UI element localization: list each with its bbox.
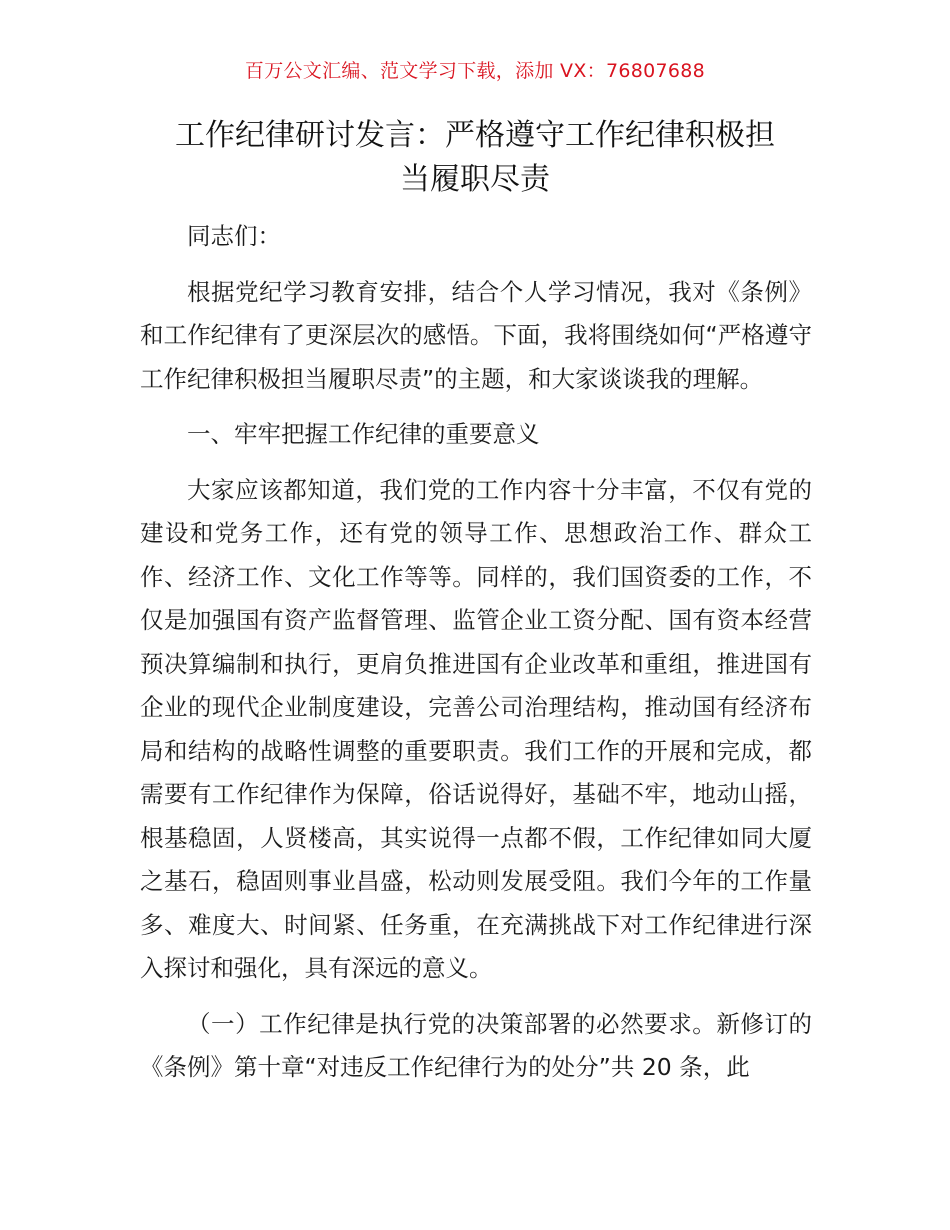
document-body bbox=[140, 215, 812, 1102]
salutation: 同志们： bbox=[187, 222, 281, 250]
section-heading: 一、牢牢把握工作纪律的重要意义 bbox=[187, 420, 540, 448]
section-paragraph: 大家应该都知道，我们党的工作内容十分丰富，不仅有党的建设和党务工作，还有党的领导工作、思想政治工作、群众工作、经济工作、文化工作等等。同样的，我们国资委的工作，不仅是加强国有资产监督管理、监管企业工资分配、国有资本经营预决算编制和执行，更肩负推进国有企业改革和重组，推进国有企业的现代企业制度建设，完善公司治理结构，推动国有经济布局和结构的战略性调整的重要职责。我们工作的开展和完成，都需要有工作纪律作为保障，俗话说得好，基础不牢，地动山摇，根基稳固，人贤楼高，其实说得一点都不假，工作纪律如同大厦之基石，稳固则事业昌盛，松动则发展受阻。我们今年的工作量多、难度大、时间紧、任务重，在充满挑战下对工作纪律进行深入探讨和强化，具有深远的意义。 bbox=[140, 475, 812, 982]
document-title bbox=[100, 114, 850, 202]
subsection-paragraph: （一）工作纪律是执行党的决策部署的必然要求。新修订的《条例》第十章“对违反工作纪律行为的处分”共 20 条，此 bbox=[140, 1009, 812, 1081]
intro-paragraph: 根据党纪学习教育安排，结合个人学习情况，我对《条例》和工作纪律有了更深层次的感悟。下面，我将围绕如何“严格遵守工作纪律积极担当履职尽责”的主题，和大家谈谈我的理解。 bbox=[140, 277, 812, 393]
watermark-header: 百万公文汇编、范文学习下载，添加 VX：76807688 bbox=[244, 60, 706, 82]
title-line-2: 当履职尽责 bbox=[400, 162, 550, 197]
title-line-1: 工作纪律研讨发言：严格遵守工作纪律积极担 bbox=[175, 118, 775, 153]
